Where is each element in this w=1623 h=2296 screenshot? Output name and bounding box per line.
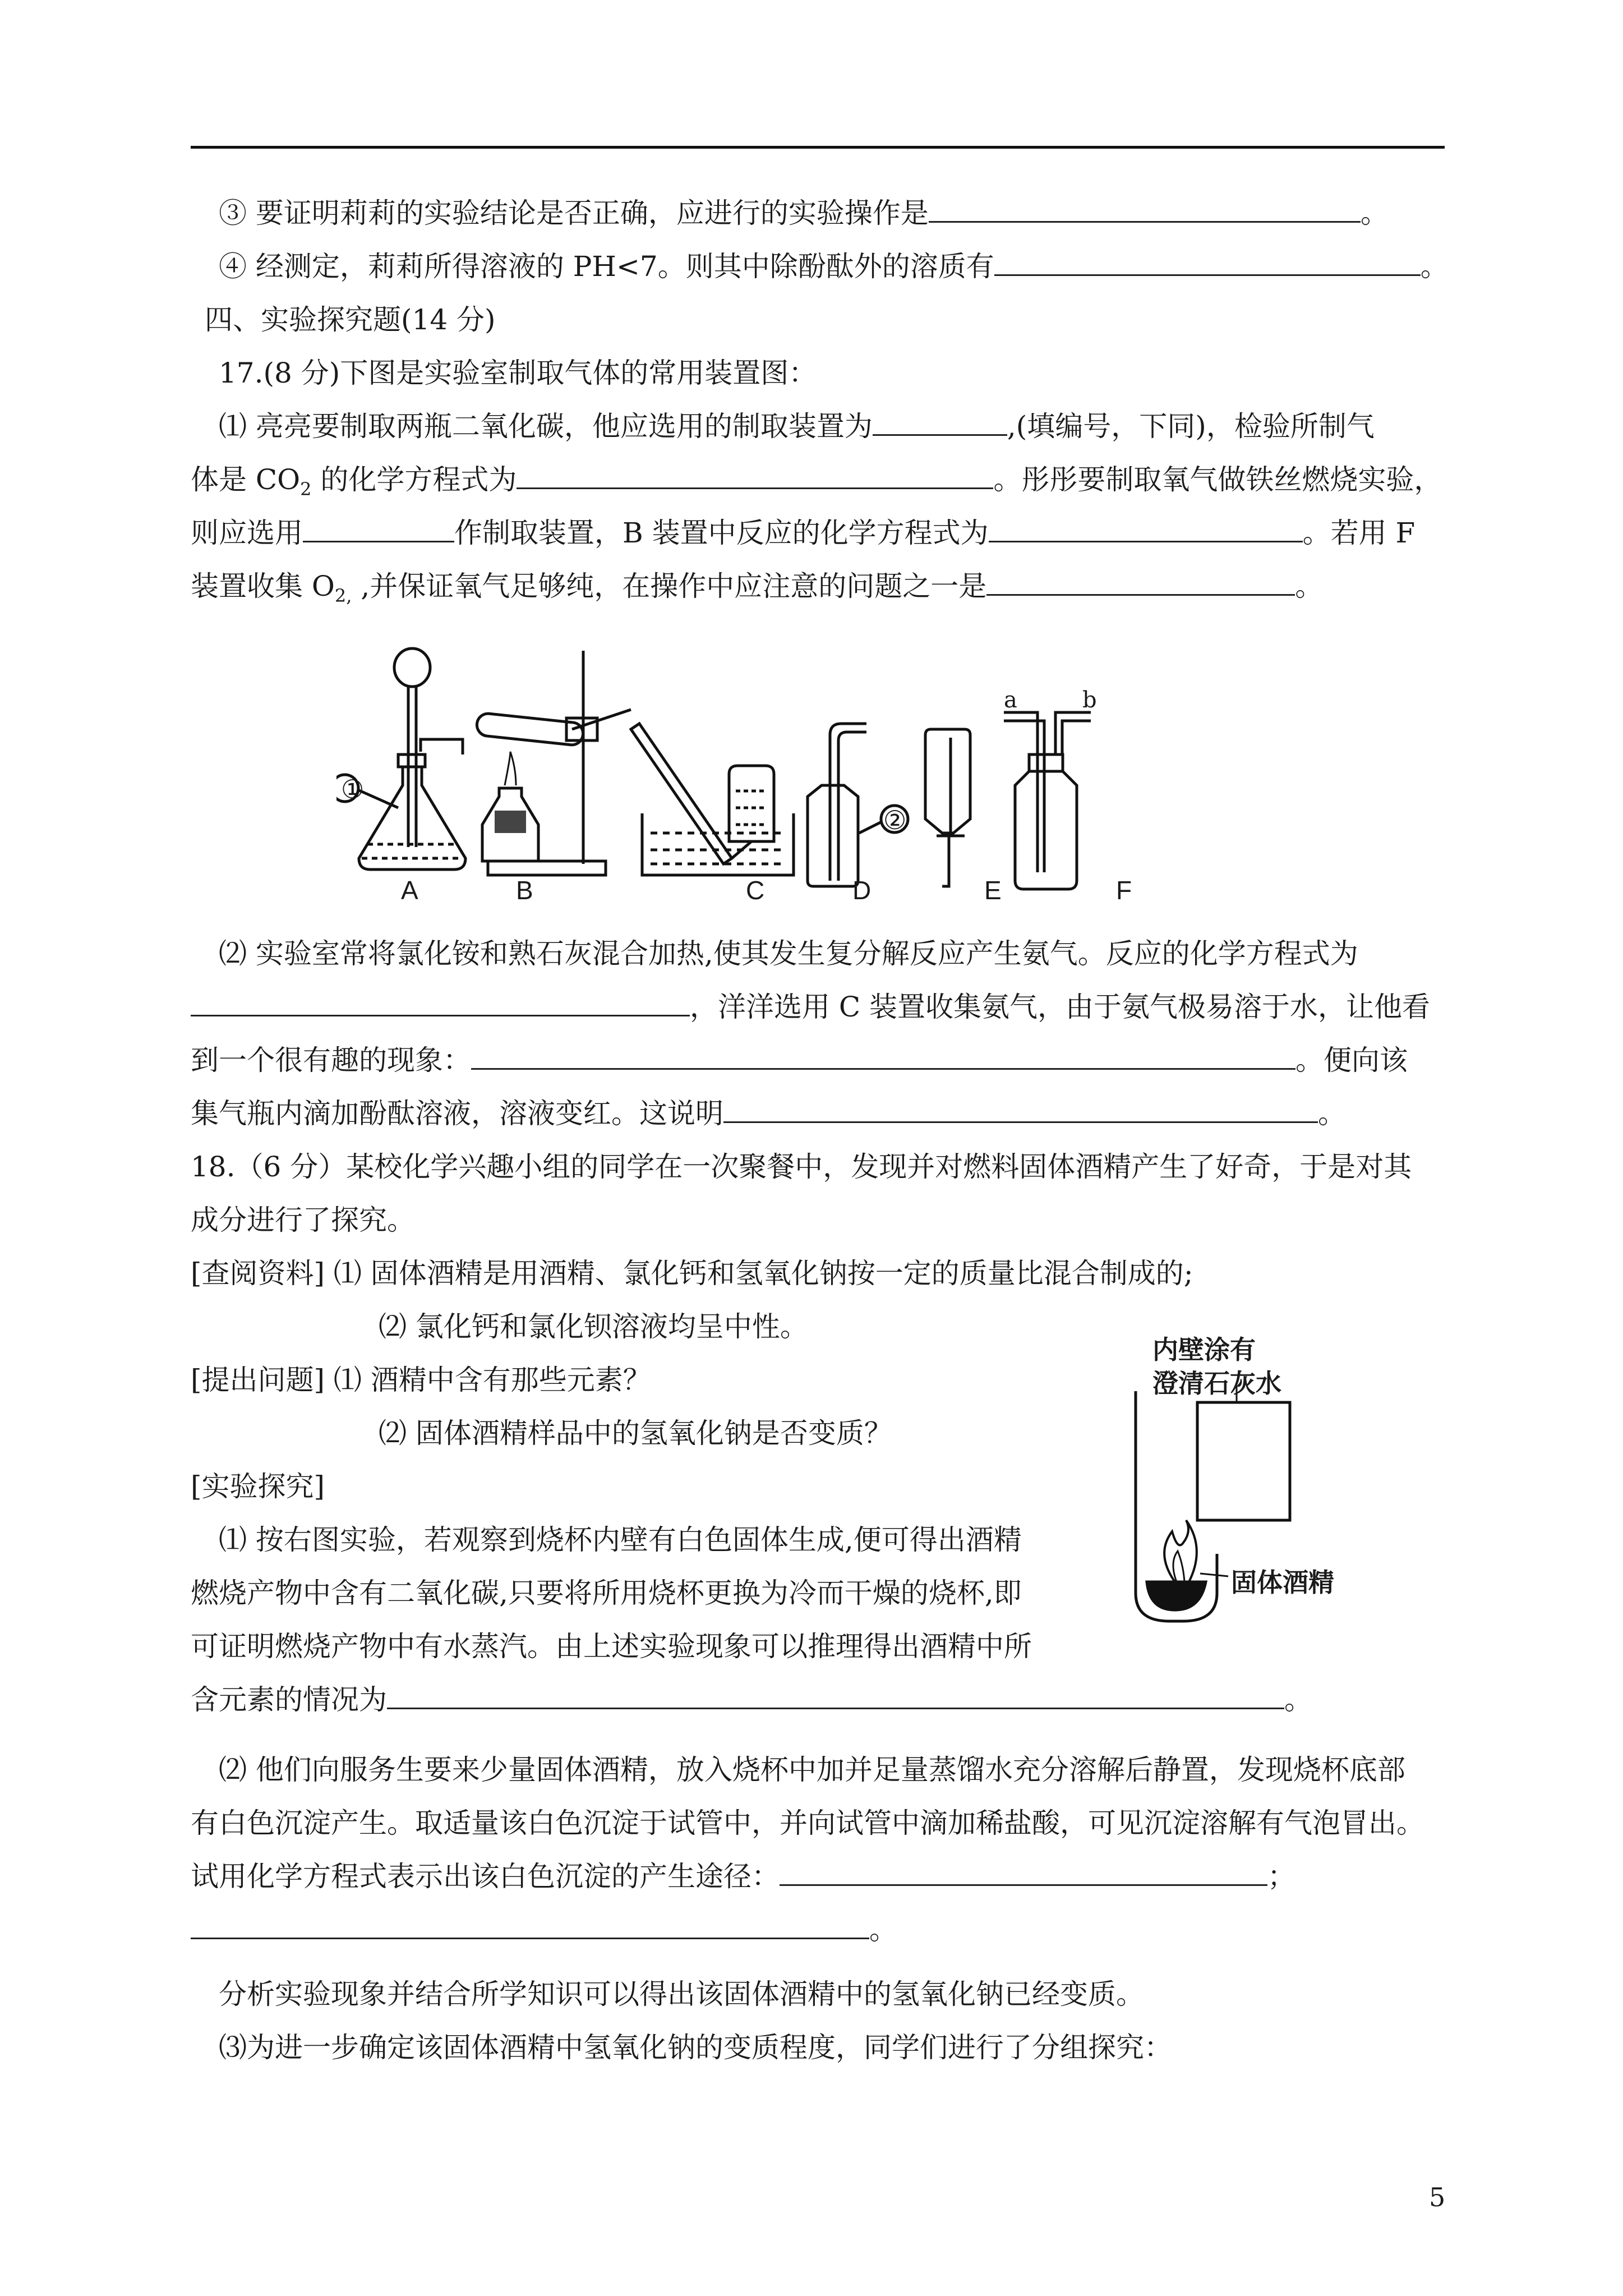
label-f: F [1116,876,1132,905]
question-17-2-line2: ，洋洋选用 C 装置收集氨气，由于氨气极易溶于水，让他看 [191,987,1447,1027]
experiment-2-line4: 。 [191,1910,1447,1949]
section-heading: 四、实验探究题(14 分) [205,303,496,336]
label-e: E [984,876,1002,905]
label-c: C [746,876,765,905]
question-17-1: ⑴ 亮亮要制取两瓶二氧化碳，他应选用的制取装置为 ,(填编号，下同)，检验所制气 [219,407,1475,446]
answer-blank [929,194,1361,223]
question-17-2: ⑵ 实验室常将氯化铵和熟石灰混合加热,使其发生复分解反应产生氨气。反应的化学方程式为 [219,937,1358,970]
label-a: A [401,876,418,905]
apparatus-e [925,729,970,886]
answer-blank [191,1911,869,1939]
answer-blank [986,567,1295,596]
answer-blank [873,407,1007,436]
question-ask-1: [提出问题] ⑴ 酒精中含有那些元素？ [191,1364,651,1396]
apparatus-a [336,648,465,869]
question-17-2-line4: 集气瓶内滴加酚酞溶液，溶液变红。这说明 。 [191,1094,1447,1133]
experiment-1-line1: ⑴ 按右图实验，若观察到烧杯内壁有白色固体生成,便可得出酒精 [219,1524,1022,1556]
answer-blank [994,247,1421,276]
figure-label-top: 内壁涂有 [1152,1335,1256,1365]
experiment-3: ⑶为进一步确定该固体酒精中氢氧化钠的变质程度，同学们进行了分组探究： [219,2031,1172,2064]
port-a-label: a [1004,687,1017,713]
question-17-1-line3: 则应选用 作制取装置，B 装置中反应的化学方程式为 。若用 F [191,513,1447,553]
apparatus-b [476,651,631,875]
question-ask-2: ⑵ 固体酒精样品中的氢氧化钠是否变质？ [379,1417,892,1450]
answer-blank [387,1681,1284,1709]
answer-blank [517,461,993,489]
answer-blank [471,1041,1295,1070]
page-number: 5 [1429,2182,1446,2212]
label-d: D [852,876,872,905]
combustion-figure [1116,1329,1385,1644]
question-17-2-line3: 到一个很有趣的现象： 。便向该 [191,1041,1447,1080]
question-18-title: 18.（6 分）某校化学兴趣小组的同学在一次聚餐中，发现并对燃料固体酒精产生了好奇，于是对其 [191,1151,1412,1183]
apparatus-c [631,724,794,875]
question-17-1-line4: 装置收集 $O_{2,}$ ,并保证氧气足够纯，在操作中应注意的问题之一是 。 [191,567,1447,615]
experiment-2-line3: 试用化学方程式表示出该白色沉淀的产生途径： ； [191,1857,1447,1896]
experiment-2-conclusion: 分析实验现象并结合所学知识可以得出该固体酒精中的氢氧化钠已经变质。 [219,1978,1144,2010]
answer-blank [191,988,690,1016]
answer-blank [780,1857,1267,1886]
question-17-1-line2: 体是 $CO_2$ 的化学方程式为 。彤彤要制取氧气做铁丝燃烧实验， [191,460,1447,509]
answer-blank [989,514,1303,542]
answer-blank [723,1094,1318,1123]
label-b: B [516,876,533,905]
experiment-1-line2: 燃烧产物中含有二氧化碳,只要将所用烧杯更换为冷而干燥的烧杯,即 [191,1577,1022,1609]
question-17-title: 17.(8 分)下图是实验室制取气体的常用装置图： [219,357,817,389]
question-18-title-line2: 成分进行了探究。 [191,1204,415,1236]
experiment-heading: [实验探究] [191,1470,325,1503]
reference-1: [查阅资料] ⑴ 固体酒精是用酒精、氯化钙和氢氧化钠按一定的质量比混合制成的; [191,1257,1193,1290]
circle-number-1: ① [341,774,365,804]
experiment-1-line4: 含元素的情况为 。 [191,1680,1447,1719]
header-rule [191,146,1445,149]
experiment-1-line3: 可证明燃烧产物中有水蒸汽。由上述实验现象可以推理得出酒精中所 [191,1630,1032,1663]
answer-blank [303,514,454,542]
apparatus-f [1004,712,1091,889]
port-b-label: b [1082,687,1097,713]
experiment-2-line1: ⑵ 他们向服务生要来少量固体酒精，放入烧杯中加并足量蒸馏水充分溶解后静置，发现烧杯底部 [219,1754,1405,1786]
figure-label-solid-alcohol: 固体酒精 [1231,1567,1334,1598]
question-16-3: ③ 要证明莉莉的实验结论是否正确，应进行的实验操作是 。 [219,194,1475,233]
circle-number-2: ② [883,805,907,835]
reference-2: ⑵ 氯化钙和氯化钡溶液均呈中性。 [379,1310,808,1343]
apparatus-figure [336,639,1234,909]
experiment-2-line2: 有白色沉淀产生。取适量该白色沉淀于试管中，并向试管中滴加稀盐酸，可见沉淀溶解有气泡冒出。 [191,1807,1424,1839]
figure-label-limewater: 澄清石灰水 [1152,1368,1281,1398]
question-16-4: ④ 经测定，莉莉所得溶液的 PH<7。则其中除酚酞外的溶质有 。 [219,247,1475,286]
